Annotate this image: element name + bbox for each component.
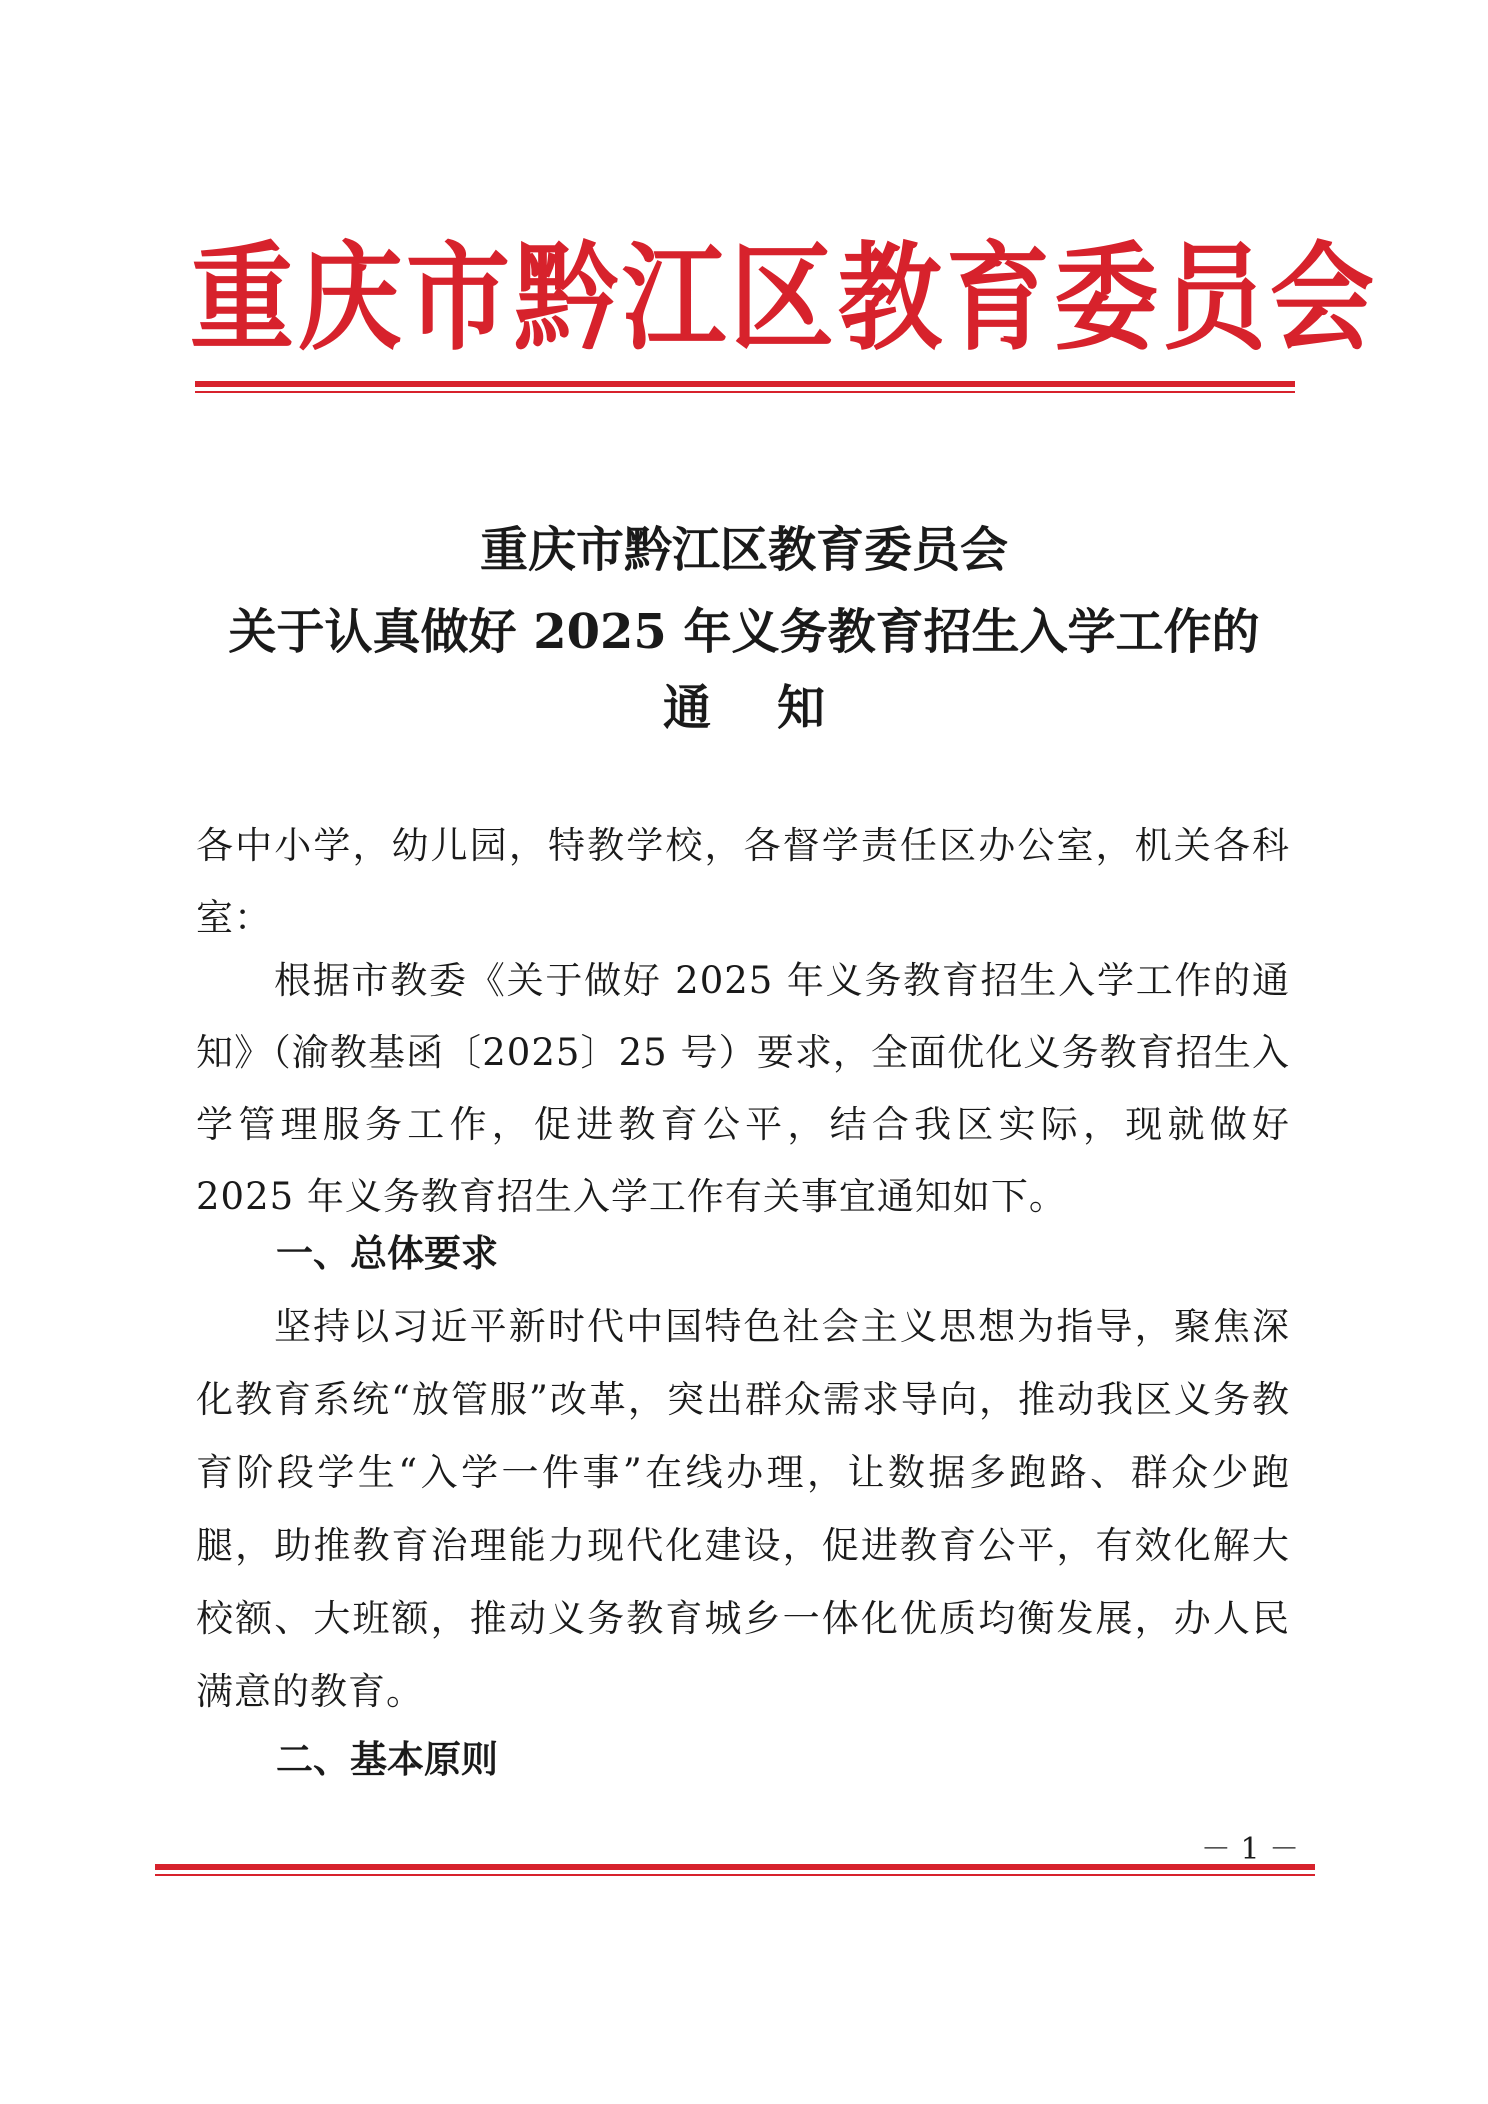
- addressee-paragraph: 各中小学，幼儿园，特教学校，各督学责任区办公室，机关各科室：: [196, 824, 1290, 939]
- masthead-red-rule-thick: [195, 381, 1295, 387]
- page-number: － 1 －: [1200, 1832, 1300, 1867]
- section-1-paragraph: 坚持以习近平新时代中国特色社会主义思想为指导，聚焦深化教育系统“放管服”改革，突出群众需求导向，推动我区义务教育阶段学生“入学一件事”在线办理，让数据多跑路、群众少跑腿，助推教育治理能力现代化建设，促进教育公平，有效化解大校额、大班额，推动义务教育城乡一体化优质均衡发展，办人民满意的教育。: [196, 1305, 1290, 1713]
- masthead-red-rule-thin: [195, 391, 1295, 393]
- section-2-heading: 二、基本原则: [276, 1738, 498, 1781]
- footer-red-rule-thick: [155, 1864, 1315, 1870]
- document-title-line-1: 重庆市黔江区教育委员会: [479, 522, 1008, 578]
- masthead-organization-name: 重庆市黔江区教育委员会: [190, 229, 1379, 367]
- intro-paragraph: 根据市教委《关于做好 2025 年义务教育招生入学工作的通知》（渝教基函〔2025〕25 号）要求，全面优化义务教育招生入学管理服务工作，促进教育公平，结合我区实际，现就做好 2025 年义务教育招生入学工作有关事宜通知如下。: [196, 959, 1290, 1218]
- section-1-heading: 一、总体要求: [276, 1232, 498, 1275]
- footer-red-rule-thin: [155, 1874, 1315, 1876]
- document-title-line-3: 通知: [662, 680, 891, 736]
- document-title-line-2: 关于认真做好 2025 年义务教育招生入学工作的: [228, 604, 1260, 660]
